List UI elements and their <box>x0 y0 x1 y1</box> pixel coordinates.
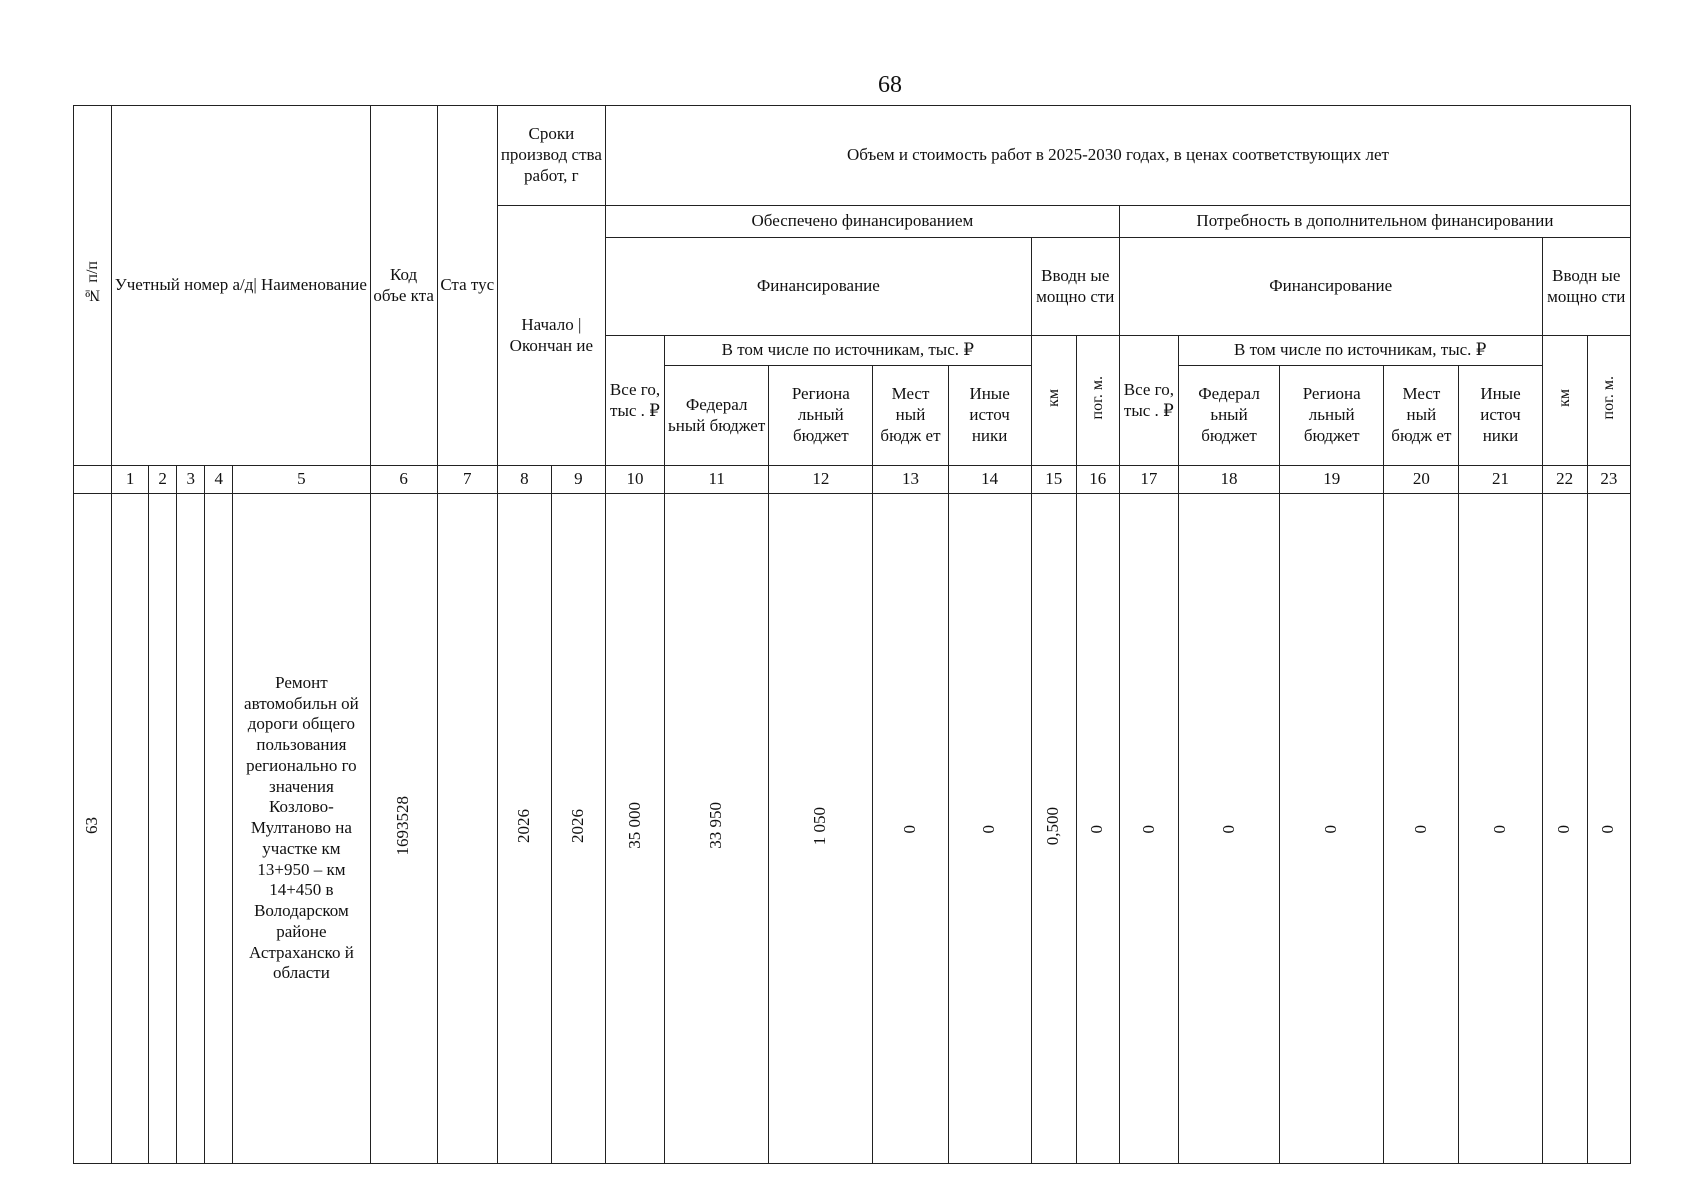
column-number: 10 <box>605 466 664 494</box>
row-other-2: 0 <box>1459 494 1542 1164</box>
header-capacity: Вводн ые мощно сти <box>1031 238 1119 336</box>
row-no: 63 <box>74 494 112 1164</box>
header-account: Учетный номер а/д| Наименование <box>112 106 371 466</box>
header-local-2: Мест ный бюдж ет <box>1384 366 1459 466</box>
row-name: Ремонт автомобильн ой дороги общего пользования регионально го значения Козлово-Мултаново на участке км 13+950 – км 14+450 в Володарском районе Астраханско й области <box>233 494 370 1164</box>
column-number: 17 <box>1119 466 1178 494</box>
header-total: Все го, тыс . ₽ <box>605 336 664 466</box>
header-by-sources: В том числе по источникам, тыс. ₽ <box>665 336 1032 366</box>
column-number-blank <box>74 466 112 494</box>
column-number: 1 <box>112 466 149 494</box>
column-number: 13 <box>873 466 948 494</box>
header-start-end: Начало | Окончан ие <box>497 206 605 466</box>
column-number: 12 <box>769 466 873 494</box>
row-pog-m-2: 0 <box>1587 494 1630 1164</box>
header-pog-m-2: пог. м. <box>1587 336 1630 466</box>
column-number: 20 <box>1384 466 1459 494</box>
table-row <box>74 494 1631 1164</box>
row-local: 0 <box>873 494 948 1164</box>
header-status: Ста тус <box>437 106 497 466</box>
row-km: 0,500 <box>1031 494 1076 1164</box>
row-total-2: 0 <box>1119 494 1178 1164</box>
column-number: 9 <box>551 466 605 494</box>
row-km-2: 0 <box>1542 494 1587 1164</box>
column-number: 8 <box>497 466 551 494</box>
header-need: Потребность в дополнительном финансировании <box>1119 206 1630 238</box>
row-pog-m: 0 <box>1076 494 1119 1164</box>
works-table <box>73 105 1631 1164</box>
header-regional-2: Региона льный бюджет <box>1280 366 1384 466</box>
row-col-4 <box>205 494 233 1164</box>
header-other-2: Иные источ ники <box>1459 366 1542 466</box>
header-federal-2: Федерал ьный бюджет <box>1178 366 1279 466</box>
row-status <box>437 494 497 1164</box>
column-number: 3 <box>177 466 205 494</box>
header-secured: Обеспечено финансированием <box>605 206 1119 238</box>
row-local-2: 0 <box>1384 494 1459 1164</box>
header-financing-2: Финансирование <box>1119 238 1542 336</box>
row-regional: 1 050 <box>769 494 873 1164</box>
column-number: 2 <box>149 466 177 494</box>
header-total-2: Все го, тыс . ₽ <box>1119 336 1178 466</box>
row-code: 1693528 <box>370 494 437 1164</box>
header-km-2: км <box>1542 336 1587 466</box>
column-number: 16 <box>1076 466 1119 494</box>
page-number: 68 <box>878 72 902 98</box>
header-code: Код объе кта <box>370 106 437 466</box>
row-col-3 <box>177 494 205 1164</box>
row-start: 2026 <box>497 494 551 1164</box>
header-regional: Региона льный бюджет <box>769 366 873 466</box>
column-number: 4 <box>205 466 233 494</box>
header-by-sources-2: В том числе по источникам, тыс. ₽ <box>1178 336 1542 366</box>
header-km: км <box>1031 336 1076 466</box>
header-no: № п/п <box>74 106 112 466</box>
column-number: 22 <box>1542 466 1587 494</box>
header-federal: Федерал ьный бюджет <box>665 366 769 466</box>
row-federal: 33 950 <box>665 494 769 1164</box>
row-other: 0 <box>948 494 1031 1164</box>
row-total: 35 000 <box>605 494 664 1164</box>
column-number: 21 <box>1459 466 1542 494</box>
column-number: 18 <box>1178 466 1279 494</box>
column-number: 6 <box>370 466 437 494</box>
header-volume: Объем и стоимость работ в 2025-2030 годах, в ценах соответствующих лет <box>605 106 1630 206</box>
header-terms: Сроки производ ства работ, г <box>497 106 605 206</box>
header-capacity-2: Вводн ые мощно сти <box>1542 238 1630 336</box>
column-number: 15 <box>1031 466 1076 494</box>
row-end: 2026 <box>551 494 605 1164</box>
column-number: 11 <box>665 466 769 494</box>
column-numbers-row <box>74 466 1631 494</box>
header-other: Иные источ ники <box>948 366 1031 466</box>
header-pog-m: пог. м. <box>1076 336 1119 466</box>
header-local: Мест ный бюдж ет <box>873 366 948 466</box>
column-number: 23 <box>1587 466 1630 494</box>
column-number: 14 <box>948 466 1031 494</box>
header-financing: Финансирование <box>605 238 1031 336</box>
column-number: 7 <box>437 466 497 494</box>
row-col-1 <box>112 494 149 1164</box>
column-number: 5 <box>233 466 370 494</box>
column-number: 19 <box>1280 466 1384 494</box>
row-federal-2: 0 <box>1178 494 1279 1164</box>
row-col-2 <box>149 494 177 1164</box>
row-regional-2: 0 <box>1280 494 1384 1164</box>
